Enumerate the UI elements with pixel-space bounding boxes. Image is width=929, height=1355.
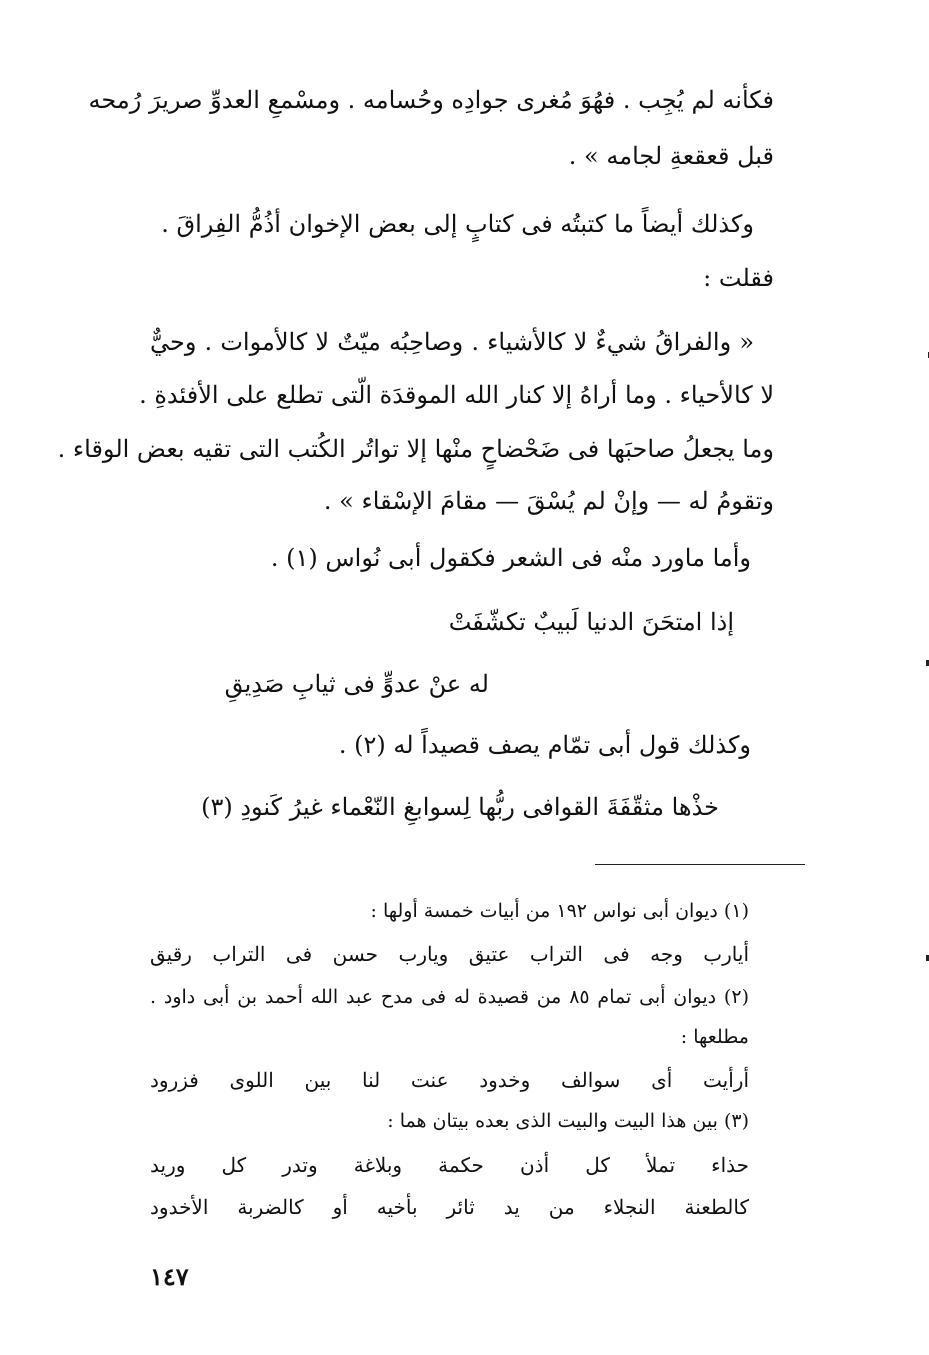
- footnote-2: (٢) ديوان أبى تمام ٨٥ من قصيدة له فى مدح عبد الله أحمد بن أبى داود .: [150, 986, 749, 1008]
- footnote-3-verse-1: حذاء تملأ كل أذن حكمة وبلاغة وتدر كل وريد: [150, 1153, 749, 1177]
- verse-2: خذْها مثقّفَةَ القوافى ربُّها لِسوابغِ النّعْماء غيرُ كَنودِ (٣): [201, 793, 719, 821]
- footnote-3-verse-2: كالطعنة النجلاء من يد ثائر بأخيه أو كالضربة الأخدود: [150, 1195, 749, 1219]
- footnote-2-continuation: مطلعها :: [680, 1026, 749, 1048]
- footnote-2-verse: أرأيت أى سوالف وخدود عنت لنا بين اللوى فزرود: [150, 1068, 749, 1092]
- body-line-1: فكأنه لم يُجِب . فهُوَ مُغرى جوادِه وحُسامه . ومسْمعِ العدوِّ صريرَ رُمحه: [88, 86, 774, 114]
- body-line-7: وما يجعلُ صاحبَها فى ضَحْضاحٍ منْها إلا تواتُر الكُتب التى تقيه بعض الوقاء .: [57, 435, 774, 463]
- body-line-3: وكذلك أيضاً ما كتبتُه فى كتابٍ إلى بعض الإخوان أذُمُّ الفِراقَ .: [161, 210, 754, 238]
- footnote-3: (٣) بين هذا البيت والبيت الذى بعده بيتان هما :: [387, 1110, 749, 1132]
- footnote-1: (١) ديوان أبى نواس ١٩٢ من أبيات خمسة أولها :: [370, 900, 749, 922]
- body-line-5: « والفراقُ شيءٌ لا كالأشياء . وصاحِبُه ميّتٌ لا كالأموات . وحيٌّ: [150, 328, 754, 356]
- verse-1-first-hemistich: إذا امتحَنَ الدنيا لَبيبٌ تكشّفَتْ: [448, 608, 734, 636]
- footnote-separator: [595, 864, 805, 865]
- body-line-9: وأما ماورد منْه فى الشعر فكقول أبى نُواس (١) .: [270, 544, 751, 572]
- body-line-after-verse-1: وكذلك قول أبى تمّام يصف قصيداً له (٢) .: [338, 731, 751, 759]
- verse-1-second-hemistich: له عنْ عدوٍّ فى ثيابِ صَدِيقِ: [224, 670, 489, 698]
- body-line-4: فقلت :: [703, 264, 774, 292]
- footnote-1-verse: أيارب وجه فى التراب عتيق ويارب حسن فى التراب رقيق: [150, 942, 749, 966]
- body-line-8: وتقومُ له — وإنْ لم يُسْقَ — مقامَ الإسْقاء » .: [323, 487, 774, 515]
- body-line-6: لا كالأحياء . وما أراهُ إلا كنار الله الموقدَة الّتى تطلع على الأفئدةِ .: [139, 381, 774, 409]
- body-line-2: قبل قعقعةِ لجامه » .: [568, 142, 774, 170]
- page-number: ١٤٧: [150, 1262, 189, 1291]
